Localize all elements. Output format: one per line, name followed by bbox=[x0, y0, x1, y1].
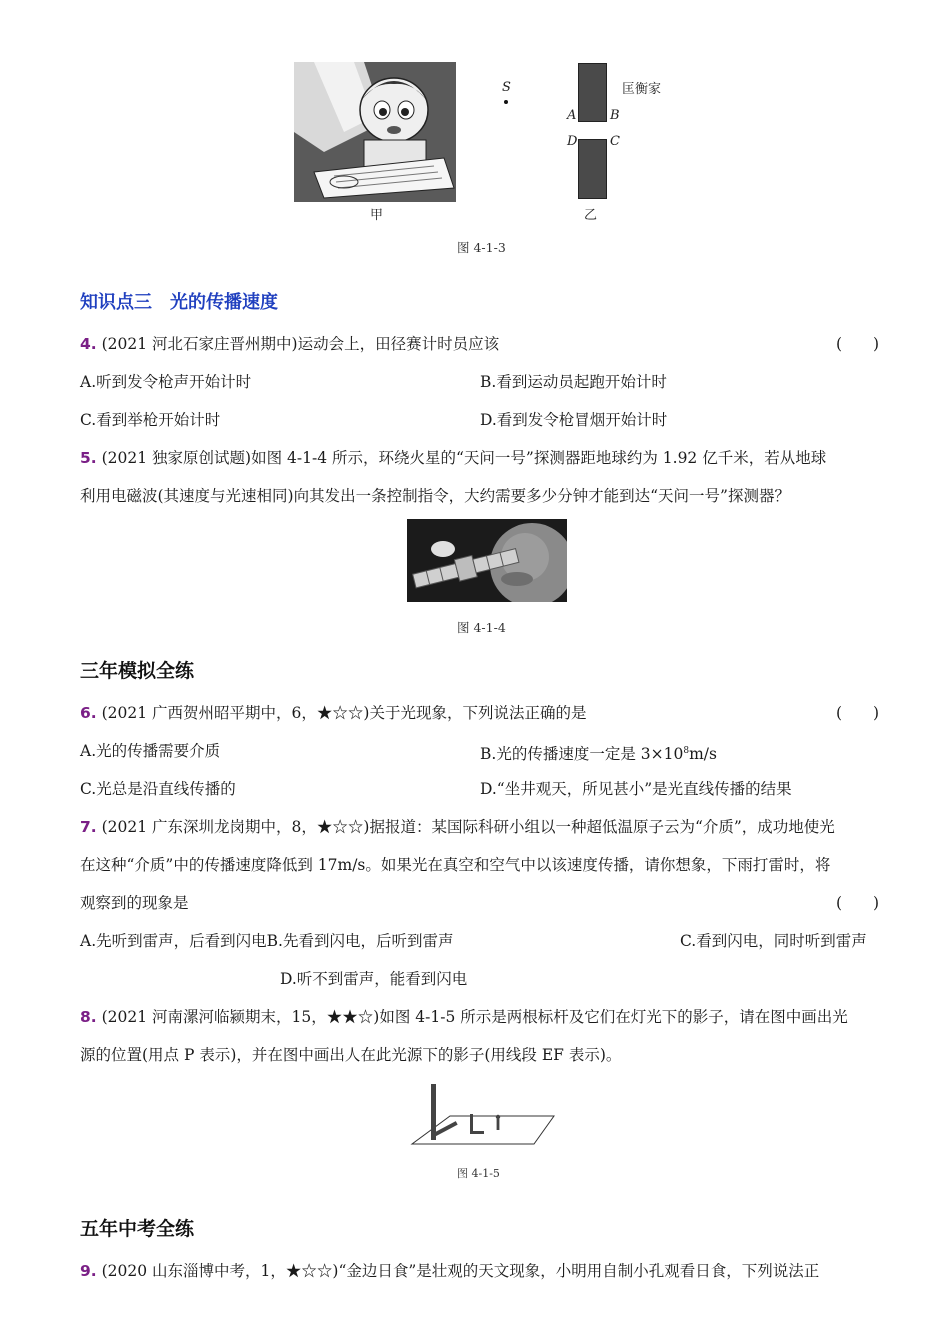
answer-paren: ( ) bbox=[836, 894, 880, 912]
option-c: C.看到闪电，同时听到雷声 bbox=[680, 932, 867, 950]
question-text: (2021 河南漯河临颍期末，15，★★☆)如图 4-1-5 所示是两根标杆及它们在灯光下的影子，请在图中画出光 bbox=[101, 1008, 848, 1026]
figure-caption-4-1-5: 图 4-1-5 bbox=[457, 1167, 500, 1180]
question-4 bbox=[80, 333, 499, 355]
tall-pole bbox=[431, 1084, 436, 1140]
question-5-line-2: 利用电磁波(其速度与光速相同)向其发出一条控制指令，大约需要多少分钟才能到达“天问一号”探测器？ bbox=[80, 487, 790, 505]
option-d: D.听不到雷声，能看到闪电 bbox=[280, 970, 468, 988]
answer-paren: ( ) bbox=[836, 335, 880, 353]
wall-upper bbox=[578, 63, 607, 122]
question-8-line-2: 源的位置(用点 P 表示)，并在图中画出人在此光源下的影子(用线段 EF 表示)。 bbox=[80, 1046, 622, 1064]
label-b: B bbox=[610, 108, 620, 123]
label-jia: 甲 bbox=[370, 208, 384, 223]
option-a-b: A.先听到雷声，后看到闪电B.先看到闪电，后听到雷声 bbox=[80, 932, 454, 950]
option-a: A.听到发令枪声开始计时 bbox=[80, 373, 252, 391]
question-9-line-1 bbox=[80, 1260, 819, 1282]
question-text: (2021 独家原创试题)如图 4-1-4 所示，环绕火星的“天问一号”探测器距地球约为 1.92 亿千米，若从地球 bbox=[101, 449, 827, 467]
question-6 bbox=[80, 702, 586, 724]
question-stem: (2021 河北石家庄晋州期中)运动会上，田径赛计时员应该 bbox=[101, 335, 500, 353]
label-s: S bbox=[502, 80, 511, 95]
point-s bbox=[504, 100, 508, 104]
question-number: 5. bbox=[80, 449, 97, 467]
label-a: A bbox=[567, 108, 577, 123]
question-number: 9. bbox=[80, 1262, 97, 1280]
label-yi: 乙 bbox=[584, 208, 598, 223]
short-pole-shadow bbox=[470, 1131, 484, 1134]
figure-4-1-5-poles-and-shadows bbox=[408, 1082, 556, 1154]
question-8-line-1 bbox=[80, 1006, 848, 1028]
question-7-line-2: 在这种“介质”中的传播速度降低到 17m/s。如果光在真空和空气中以该速度传播，请你想象，下雨打雷时，将 bbox=[80, 856, 831, 874]
figure-4-1-3 bbox=[290, 60, 710, 260]
label-name: 匡衡家 bbox=[622, 82, 662, 97]
label-d: D bbox=[567, 134, 578, 149]
question-7-line-1 bbox=[80, 816, 835, 838]
figure-caption-4-1-3: 图 4-1-3 bbox=[457, 240, 506, 255]
option-b-text: B.光的传播速度一定是 3×10 bbox=[480, 745, 684, 764]
question-number: 8. bbox=[80, 1008, 97, 1026]
question-text: (2021 广东深圳龙岗期中，8，★☆☆)据报道：某国际科研小组以一种超低温原子云为“介质”，成功地使光 bbox=[101, 818, 835, 836]
option-c: C.光总是沿直线传播的 bbox=[80, 780, 236, 798]
figure-jia-illustration bbox=[294, 62, 456, 202]
question-number: 7. bbox=[80, 818, 97, 836]
option-b: B.看到运动员起跑开始计时 bbox=[480, 373, 667, 391]
person-figure bbox=[496, 1115, 500, 1130]
option-b-exponent: 8 bbox=[683, 746, 690, 756]
option-b-unit: m/s bbox=[689, 745, 717, 764]
question-number: 6. bbox=[80, 704, 97, 722]
figure-4-1-4-mars-probe bbox=[407, 519, 567, 602]
option-d: D.“坐井观天，所见甚小”是光直线传播的结果 bbox=[480, 780, 792, 798]
label-c: C bbox=[610, 134, 620, 149]
section-title-wunian: 五年中考全练 bbox=[80, 1218, 195, 1240]
question-7-line-3: 观察到的现象是 bbox=[80, 894, 189, 912]
answer-paren: ( ) bbox=[836, 704, 880, 722]
question-stem: (2021 广西贺州昭平期中，6，★☆☆)关于光现象，下列说法正确的是 bbox=[101, 704, 587, 722]
option-c: C.看到举枪开始计时 bbox=[80, 411, 221, 429]
question-number: 4. bbox=[80, 335, 97, 353]
option-a: A.光的传播需要介质 bbox=[80, 742, 221, 760]
wall-lower bbox=[578, 139, 607, 199]
option-b bbox=[480, 740, 717, 765]
option-d: D.看到发令枪冒烟开始计时 bbox=[480, 411, 668, 429]
section-title-sannian: 三年模拟全练 bbox=[80, 660, 195, 682]
question-5-line-1 bbox=[80, 447, 826, 469]
section-title-knowledge-3: 知识点三 光的传播速度 bbox=[80, 292, 278, 313]
figure-caption-4-1-4: 图 4-1-4 bbox=[457, 620, 506, 635]
question-text: (2020 山东淄博中考，1，★☆☆)“金边日食”是壮观的天文现象，小明用自制小孔观看日食，下列说法正 bbox=[101, 1262, 820, 1280]
